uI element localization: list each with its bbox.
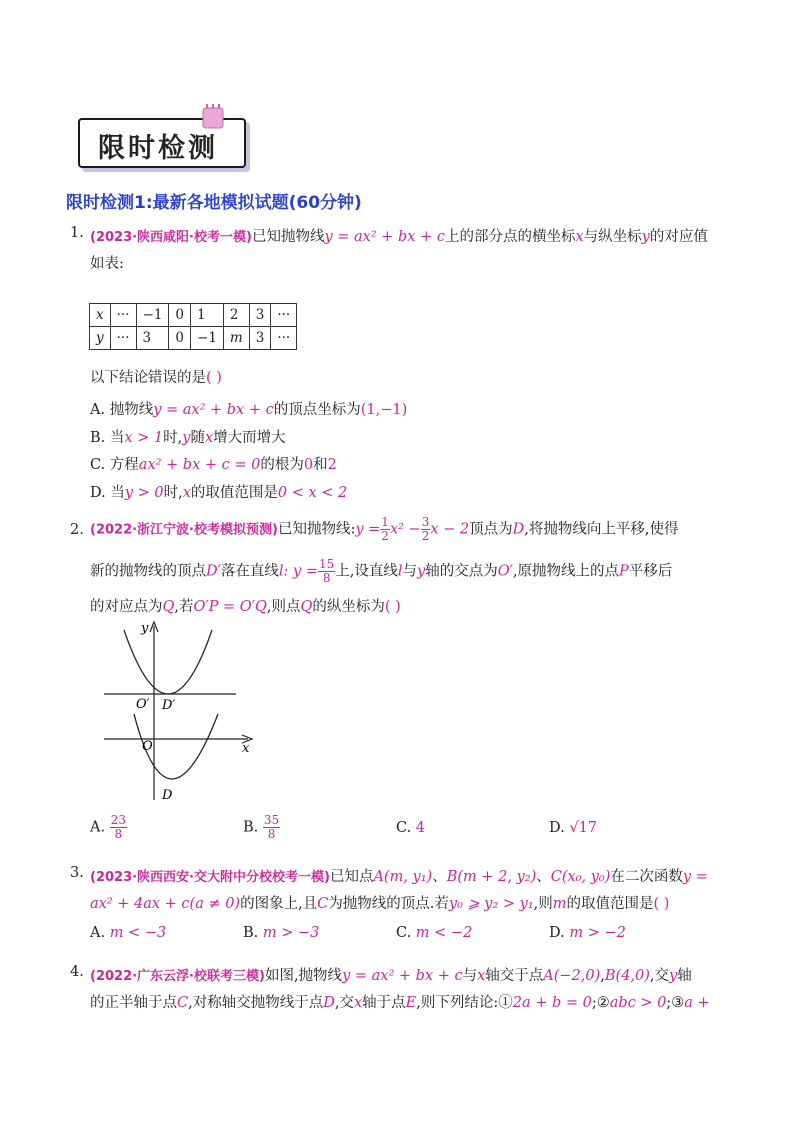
option-label: B.	[243, 925, 259, 941]
graph-d-label: D	[162, 788, 173, 803]
option-text: 的根为	[260, 457, 304, 473]
q4-text: ;③	[666, 995, 685, 1011]
q3-var: m	[552, 896, 567, 912]
q3-option-b	[243, 925, 319, 941]
table-cell: y	[90, 327, 111, 350]
option-label: C.	[396, 820, 412, 836]
shifted-parabola	[124, 630, 212, 694]
q3-source: (2023·陕西西安·交大附中分校校考一模)	[90, 870, 330, 885]
q4-text: ;②	[591, 995, 610, 1011]
fraction	[380, 516, 390, 543]
graph-x-label: x	[242, 741, 250, 756]
q2-var: l	[397, 563, 403, 580]
table-cell: 0	[169, 304, 191, 327]
q4-text: 轴交于点	[485, 968, 544, 984]
q4-formula: 2a + b = 0	[512, 995, 592, 1011]
q1-number: 1.	[70, 225, 84, 241]
option-label: A.	[90, 925, 106, 941]
q4-var: y	[669, 968, 678, 984]
q4-source: (2022·广东云浮·校联考三模)	[90, 969, 265, 984]
fraction	[263, 814, 280, 841]
table-cell: m	[223, 327, 249, 350]
q2-formula: l: y =	[278, 563, 319, 580]
option-formula: y > 0	[124, 485, 164, 501]
q2-formula: x − 2	[430, 521, 470, 538]
q3-option-d	[549, 925, 626, 941]
option-label: A.	[90, 819, 106, 836]
option-value: m < −3	[109, 925, 167, 941]
q2-text: 的对应点为	[90, 599, 163, 615]
q1-text: 已知抛物线	[251, 229, 325, 245]
q1-option-b	[90, 426, 286, 447]
graph-d-prime-label: D′	[162, 698, 176, 713]
q1-option-c	[90, 453, 337, 474]
q4-text: 的正半轴于点	[90, 995, 177, 1011]
numerator: 23	[110, 813, 126, 827]
q1-var: x	[575, 229, 584, 245]
denominator: 8	[322, 571, 331, 585]
q4-text: 与	[462, 968, 478, 984]
option-text: 时,	[163, 485, 183, 501]
q4-point: B(4,0)	[604, 968, 650, 984]
q2-option-d	[549, 820, 597, 836]
numerator: 35	[263, 813, 280, 827]
q2-text: 的纵坐标为	[312, 599, 385, 615]
q3-option-a	[90, 925, 166, 941]
table-cell: 0	[169, 327, 191, 350]
q3-point: B(m + 2, y₂)	[446, 869, 537, 885]
numerator: 15	[319, 557, 335, 571]
page-title: 限时检测	[98, 133, 218, 164]
q4-text: ,交	[334, 995, 354, 1011]
denominator: 8	[114, 827, 123, 841]
section-heading: 限时检测1:最新各地模拟试题(60分钟)	[66, 193, 362, 213]
table-cell: 3	[249, 327, 271, 350]
q4-formula: y = ax² + bx + c	[342, 968, 463, 984]
q1-var: y	[641, 229, 650, 245]
q2-var: y	[417, 563, 426, 580]
q4-var: D	[323, 995, 335, 1011]
graph-y-label: y	[141, 621, 149, 636]
answer-paren: ( )	[206, 370, 222, 386]
q2-line3	[90, 595, 401, 616]
q1-option-a	[90, 398, 407, 419]
q4-line2	[90, 991, 710, 1012]
q3-formula: y =	[682, 869, 708, 885]
q2-option-c	[396, 820, 425, 836]
q2-source: (2022·浙江宁波·校考模拟预测)	[90, 522, 278, 538]
q4-text: ,则下列结论:①	[416, 995, 513, 1011]
q2-var: D	[512, 521, 525, 538]
option-value: (1,−1)	[360, 402, 408, 418]
q3-number: 3.	[70, 865, 84, 881]
table-cell: −1	[136, 304, 169, 327]
table-cell: −1	[191, 327, 224, 350]
option-var: x	[182, 485, 191, 501]
option-var: x	[204, 430, 214, 446]
q3-text: 为抛物线的顶点.若	[328, 896, 449, 912]
answer-paren: ( )	[384, 599, 401, 615]
q1-source: (2023·陕西咸阳·校考一模)	[90, 230, 252, 245]
q4-number: 4.	[70, 964, 84, 980]
q1-text: 与纵坐标	[583, 229, 642, 245]
q1-line1	[90, 225, 708, 246]
q3-line1	[90, 865, 708, 886]
numerator: 1	[381, 515, 389, 529]
option-label: C.	[396, 925, 412, 941]
q2-text: 顶点为	[469, 521, 513, 538]
graph-o-prime-label: O′	[136, 697, 150, 712]
q4-var: E	[405, 995, 417, 1011]
option-text: 增大而增大	[213, 430, 286, 446]
table-cell: 2	[223, 304, 249, 327]
option-label: D.	[549, 820, 565, 836]
q2-formula: O′P = O′Q	[193, 599, 267, 615]
q3-text: 、	[432, 869, 447, 885]
fraction	[318, 558, 335, 585]
table-cell: 3	[136, 327, 169, 350]
q2-text: ,将抛物线向上平移,使得	[524, 521, 679, 538]
q3-var: C	[317, 896, 329, 912]
q4-line1	[90, 964, 692, 985]
q2-text: ,原抛物线上的点	[512, 563, 620, 580]
option-text: 随	[190, 430, 205, 446]
q2-line1	[90, 516, 678, 543]
q2-var: O′	[497, 563, 513, 580]
option-value: 2	[327, 457, 337, 473]
q3-text: 的图象上,且	[240, 896, 318, 912]
option-var: y	[182, 430, 191, 446]
q3-point: C(x₀, y₀)	[550, 869, 611, 885]
fraction	[421, 516, 431, 543]
q2-var: Q	[300, 599, 313, 615]
q2-option-a	[90, 814, 127, 841]
option-value: 4	[415, 820, 426, 836]
q3-point: A(m, y₁)	[373, 869, 433, 885]
q1-text: 的对应值	[649, 229, 708, 245]
table-cell: ···	[271, 327, 297, 350]
q3-line2	[90, 892, 669, 913]
table-row	[90, 304, 297, 327]
option-text: 时,	[163, 430, 183, 446]
q4-var: x	[353, 995, 363, 1011]
q2-text: 落在直线	[220, 563, 279, 580]
q2-var: Q	[162, 599, 175, 615]
q2-formula: x² −	[389, 521, 421, 538]
table-cell: 3	[249, 304, 271, 327]
q2-formula: y =	[355, 521, 381, 538]
q2-text: 已知抛物线:	[277, 521, 356, 538]
option-value: 0	[303, 457, 314, 473]
table-cell: 1	[191, 304, 224, 327]
answer-paren: ( )	[653, 896, 670, 912]
q4-formula: a +	[684, 995, 710, 1011]
q4-text: ,对称轴交抛物线于点	[188, 995, 324, 1011]
q3-text: 、	[536, 869, 551, 885]
q4-var: x	[477, 968, 486, 984]
q4-text: ,	[600, 968, 605, 984]
option-formula: y = ax² + bx + c	[153, 402, 274, 418]
table-cell: x	[90, 304, 111, 327]
q3-text: 的取值范围是	[566, 896, 654, 912]
table-cell: ···	[110, 327, 136, 350]
q3-formula: ax² + 4ax + c(a ≠ 0)	[90, 896, 241, 912]
option-text: 的取值范围是	[190, 485, 278, 501]
q1-option-d	[90, 481, 347, 502]
q4-point: A(−2,0)	[543, 968, 601, 984]
q2-parabola-graph	[98, 618, 258, 804]
q4-text: ,交	[649, 968, 670, 984]
q1-text: 上的部分点的横坐标	[444, 229, 576, 245]
option-label: D.	[549, 925, 565, 941]
fraction	[110, 814, 127, 841]
table-row	[90, 327, 297, 350]
q4-text: 轴	[677, 968, 692, 984]
q2-line2	[90, 558, 672, 585]
graph-origin-label: O	[142, 739, 153, 754]
q2-text: 新的抛物线的顶点	[90, 563, 206, 580]
denominator: 2	[381, 529, 389, 543]
option-label: A. 抛物线	[90, 402, 154, 418]
option-formula: 0 < x < 2	[277, 485, 348, 501]
denominator: 8	[267, 827, 276, 841]
option-value: m < −2	[415, 925, 473, 941]
q3-formula: y₀ ⩾ y₂ > y₁	[448, 896, 534, 912]
option-label: B.	[243, 819, 259, 836]
table-cell: ···	[110, 304, 136, 327]
q1-line2: 如表:	[90, 256, 124, 272]
option-label: B. 当	[90, 430, 125, 446]
q3-text: 在二次函数	[610, 869, 683, 885]
q4-text: 如图,抛物线	[264, 968, 343, 984]
q3-option-c	[396, 925, 472, 941]
paperclip-icon	[200, 104, 226, 132]
q4-var: C	[177, 995, 189, 1011]
q2-text: ,则点	[266, 599, 301, 615]
option-formula: x > 1	[124, 430, 164, 446]
q3-text: ,则	[533, 896, 553, 912]
option-value: m > −3	[262, 925, 320, 941]
denominator: 2	[421, 529, 430, 543]
option-text: 的顶点坐标为	[273, 402, 361, 418]
option-value: √17	[569, 820, 598, 836]
q3-text: 已知点	[329, 869, 374, 885]
q4-formula: abc > 0	[609, 995, 667, 1011]
option-formula: ax² + bx + c = 0	[138, 457, 261, 473]
q2-text: ,若	[174, 599, 194, 615]
q1-table	[89, 303, 297, 350]
option-label: D. 当	[90, 485, 125, 501]
q2-text: 平移后	[628, 563, 673, 580]
q2-var: P	[619, 563, 629, 580]
q2-var: D′	[206, 563, 221, 580]
table-cell: ···	[271, 304, 297, 327]
q2-text: 与	[402, 563, 418, 580]
q1-prompt	[90, 366, 222, 387]
q1-prompt-text: 以下结论错误的是	[90, 370, 206, 386]
q2-text: 上,设直线	[335, 563, 398, 580]
q4-text: 轴于点	[362, 995, 406, 1011]
numerator: 3	[421, 515, 430, 529]
q2-text: 轴的交点为	[425, 563, 498, 580]
option-text: 和	[313, 457, 328, 473]
q2-number: 2.	[70, 522, 84, 538]
q1-formula: y = ax² + bx + c	[324, 229, 445, 245]
option-label: C. 方程	[90, 457, 139, 473]
q2-option-b	[243, 814, 280, 841]
option-value: m > −2	[569, 925, 626, 941]
